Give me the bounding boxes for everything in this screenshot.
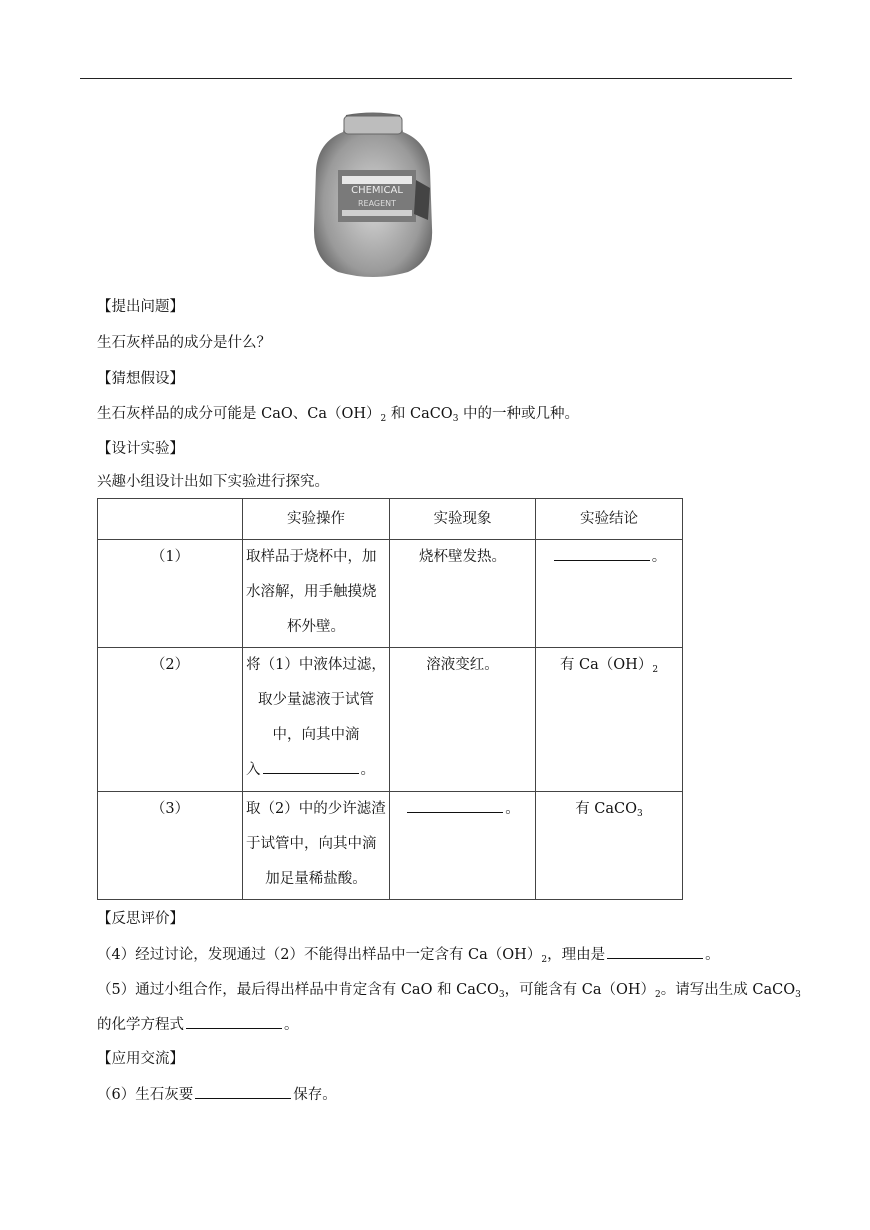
question-6: （6）生石灰要 保存。 xyxy=(97,1084,337,1105)
conclusion-cell: 有 CaCO$_3$ xyxy=(536,792,683,900)
header-cell-conclusion: 实验结论 xyxy=(536,499,683,540)
table-row xyxy=(98,648,683,792)
section-apply-heading: 【应用交流】 xyxy=(97,1051,184,1067)
section-reflect-heading: 【反思评价】 xyxy=(97,911,184,927)
table-row xyxy=(98,792,683,900)
header-cell-operation: 实验操作 xyxy=(243,499,390,540)
phenomenon-cell: 溶液变红。 xyxy=(390,648,536,792)
conclusion-cell: 有 $Ca(OH)_2$ xyxy=(536,648,683,792)
table-row xyxy=(98,540,683,648)
answer-blank[interactable] xyxy=(186,1014,282,1029)
section-ask-heading: 【提出问题】 xyxy=(97,299,184,315)
question-5: （5）通过小组合作，最后得出样品中肯定含有 CaO 和 CaCO$_3$，可能含有 $Ca(OH)_2$。请写出生成 CaCO$_3$ xyxy=(97,982,801,1000)
question-4: （4）经过讨论，发现通过（2）不能得出样品中一定含有 $Ca(OH)_2$，理由是 。 xyxy=(97,944,720,965)
operation-cell: 取（2）中的少许滤渣 于试管中，向其中滴 加足量稀盐酸。 xyxy=(243,792,390,900)
answer-blank[interactable] xyxy=(195,1084,291,1099)
section-guess-text: 生石灰样品的成分可能是 CaO、$Ca(OH)_2$ 和 CaCO$_3$ 中的一种或几种。 xyxy=(97,406,580,424)
header-cell-phenomenon: 实验现象 xyxy=(390,499,536,540)
section-ask-text: 生石灰样品的成分是什么？ xyxy=(97,335,271,351)
bottle-label-line1: CHEMICAL xyxy=(351,185,403,196)
answer-blank[interactable] xyxy=(554,546,650,561)
operation-cell: 将（1）中液体过滤， 取少量滤液于试管 中，向其中滴 入 。 xyxy=(243,648,390,792)
section-design-text: 兴趣小组设计出如下实验进行探究。 xyxy=(97,474,329,490)
row-number: （3） xyxy=(98,792,243,900)
header-cell-empty xyxy=(98,499,243,540)
phenomenon-cell: 。 xyxy=(390,792,536,900)
bottle-label-line2: REAGENT xyxy=(357,199,397,208)
section-guess-heading: 【猜想假设】 xyxy=(97,371,184,387)
experiment-table xyxy=(97,498,683,900)
row-number: （2） xyxy=(98,648,243,792)
answer-blank[interactable] xyxy=(407,798,503,813)
conclusion-cell: 。 xyxy=(536,540,683,648)
question-5-continued: 的化学方程式 。 xyxy=(97,1014,299,1035)
phenomenon-cell: 烧杯壁发热。 xyxy=(390,540,536,648)
header-rule xyxy=(80,78,792,79)
row-number: （1） xyxy=(98,540,243,648)
reagent-bottle-photo xyxy=(308,110,438,280)
table-header-row xyxy=(98,499,683,540)
section-design-heading: 【设计实验】 xyxy=(97,441,184,457)
operation-cell: 取样品于烧杯中，加 水溶解，用手触摸烧 杯外壁。 xyxy=(243,540,390,648)
answer-blank[interactable] xyxy=(607,944,703,959)
answer-blank[interactable] xyxy=(263,759,359,774)
